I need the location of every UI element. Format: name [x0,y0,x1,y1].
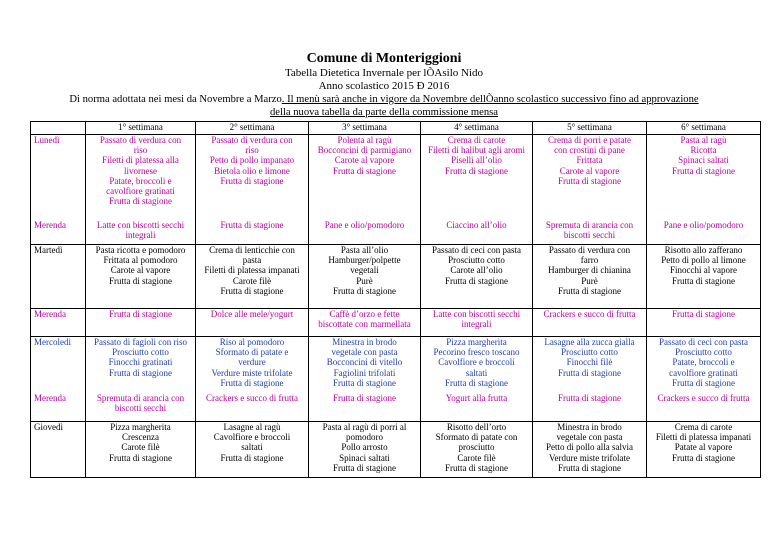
menu-item: Frutta di stagione [672,377,735,388]
menu-cell [86,220,196,245]
menu-item: Frutta di stagione [445,275,508,286]
menu-cell [86,135,196,220]
menu-cell [421,245,533,309]
menu-cell [86,245,196,309]
page-subtitle: Tabella Dietetica Invernale per lÕAsilo Nido [284,67,484,79]
menu-item: con crostini di pane [554,145,625,156]
menu-cell [196,393,309,422]
menu-item: Bocconcini di vitello [326,357,403,368]
menu-item: verdure [238,357,266,368]
day-label: Lunedì [31,135,86,220]
menu-item: Frutta di stagione [333,392,396,403]
menu-item: Crackers e succo di frutta [543,309,636,319]
menu-item: Crema di lenticchie con [209,245,295,255]
menu-cell [533,135,647,220]
menu-item: Frutta di stagione [558,367,621,378]
table-row [31,245,761,309]
menu-cell [647,245,761,309]
menu-item: Crema di porri e patate [548,135,631,145]
menu-table [30,121,761,478]
menu-item: livornese [124,165,157,176]
day-column-header [31,122,86,135]
table-row [31,135,761,220]
menu-cell [86,422,196,478]
menu-item: Patate, broccoli e [109,175,172,186]
day-label: Merenda [31,393,86,422]
menu-item: pomodoro [346,432,383,443]
menu-item: Frutta di stagione [333,285,396,296]
menu-cell [309,135,421,220]
menu-item: biscottate con marmellata [318,319,411,330]
menu-item: Fagiolini trifolati [333,367,396,378]
menu-item: Passato di verdura con [99,135,182,145]
menu-cell [421,422,533,478]
menu-item: Pane e olio/pomodoro [663,219,744,230]
menu-item: Carote al vapore [110,265,171,276]
table-row [31,393,761,422]
menu-item: Finocchi al vapore [670,265,737,276]
menu-item: Lasagne al ragù [223,422,281,432]
menu-item: Frutta di stagione [109,452,172,463]
menu-item: Dolce alle mele/yogurt [210,309,294,319]
menu-cell [647,135,761,220]
menu-item: Frutta di stagione [220,219,284,230]
menu-item: Pasta all’olio [340,245,389,255]
menu-item: Risotto allo zafferano [664,245,743,255]
menu-item: riso [133,145,148,156]
week-header: 6° settimana [647,122,761,135]
menu-item: Ciaccino all’olio [446,219,507,230]
menu-item: Frutta di stagione [333,462,396,473]
menu-cell [309,393,421,422]
menu-item: Pecorino fresco toscano [433,347,520,358]
menu-item: Crema di carote [447,135,506,145]
menu-cell [421,309,533,337]
menu-item: Frutta di stagione [109,196,172,207]
menu-item: Pasta ricotta e pomodoro [95,245,186,255]
week-header: 3° settimana [309,122,421,135]
menu-item: Hamburger di chianina [548,265,631,276]
menu-item: Yogurt alla frutta [445,392,508,403]
menu-item: Crackers e succo di frutta [206,392,298,403]
menu-item: Bocconcini di parmigiano [317,145,412,156]
menu-item: Purè [356,275,373,286]
menu-cell [533,309,647,337]
day-label: Giovedì [31,422,86,478]
menu-item: Minestra in brodo [332,337,397,347]
menu-item: biscotti secchi [563,229,616,240]
table-row [31,422,761,478]
menu-item: Passato di verdura con [548,245,631,255]
menu-item: Frutta di stagione [558,392,621,403]
menu-item: Cavolfiore e broccoli [213,432,291,443]
menu-item: Frittata al pomodoro [103,255,178,266]
menu-item: Minestra in brodo [557,422,622,432]
menu-item: Carote filè [121,442,160,453]
menu-cell [421,393,533,422]
menu-cell [309,309,421,337]
menu-cell [533,337,647,393]
menu-item: Crescenza [122,432,159,443]
menu-item: Hamburger/polpette [328,255,401,266]
menu-item: Frutta di stagione [109,275,172,286]
menu-cell [196,245,309,309]
menu-cell [647,422,761,478]
menu-item: Frutta di stagione [672,309,735,319]
menu-item: Carote al vapore [559,165,620,176]
menu-cell [647,309,761,337]
menu-item: Latte con biscotti secchi [96,219,185,230]
menu-cell [86,393,196,422]
menu-item: Crema di carote [674,422,733,432]
menu-item: Frutta di stagione [558,462,621,473]
page-title: Comune di Monteriggioni [306,51,462,66]
menu-item: Petto di pollo al limone [661,255,746,266]
menu-cell [421,337,533,393]
week-header-row [31,122,761,135]
menu-item: Petto di pollo alla salvia [546,442,633,453]
week-header: 1° settimana [86,122,196,135]
menu-item: Polenta al ragù [337,135,392,145]
menu-cell [647,393,761,422]
menu-item: Passato di verdura con [211,135,293,145]
menu-item: Verdure miste trifolate [549,452,630,463]
menu-item: Spinaci saltati [339,452,390,463]
menu-item: Pizza margherita [446,337,507,347]
menu-item: Pasta al ragù di porri al [322,422,407,432]
menu-item: Filetti di halibut agli aromi [428,145,525,156]
menu-cell [421,135,533,220]
menu-item: Frutta di stagione [445,462,508,473]
menu-item: farro [580,255,599,266]
table-row [31,309,761,337]
menu-item: Sformato di patate e [215,347,289,358]
menu-item: Patate al vapore [674,442,733,453]
menu-item: Passato di fagioli con riso [94,337,187,347]
menu-item: Prosciutto cotto [112,347,169,358]
week-header: 4° settimana [421,122,533,135]
menu-item: Spinaci saltati [678,155,729,166]
menu-cell [196,422,309,478]
menu-item: vegetali [350,265,379,276]
week-header: 2° settimana [196,122,309,135]
menu-item: Passato di ceci con pasta [432,245,521,255]
menu-item: Carote all’olio [450,265,503,276]
menu-item: Petto di pollo impanato [209,155,295,166]
menu-item: prosciutto [458,442,495,453]
menu-item: Piselli all’olio [451,155,502,166]
menu-item: Crackers e succo di frutta [657,392,750,403]
menu-item: vegetale con pasta [331,347,398,358]
menu-item: Finocchi filè [566,357,613,368]
menu-item: Frutta di stagione [558,285,621,296]
menu-item: integrali [125,229,156,240]
menu-item: Ricotta [690,145,717,156]
menu-item: Finocchi gratinati [108,357,173,368]
menu-item: Bietola olio e limone [214,165,290,176]
menu-item: Pizza margherita [110,422,171,432]
menu-item: Patate, broccoli e [672,357,735,368]
day-label: Merenda [31,309,86,337]
menu-item: Frutta di stagione [672,165,735,176]
week-header: 5° settimana [533,122,647,135]
menu-item: Frutta di stagione [109,309,172,319]
day-label: Merenda [31,220,86,245]
menu-cell [533,422,647,478]
menu-cell [196,309,309,337]
menu-cell [196,220,309,245]
menu-item: Frutta di stagione [220,175,284,186]
menu-item: Lasagne alla zucca gialla [544,337,635,347]
menu-cell [309,220,421,245]
menu-cell [86,309,196,337]
menu-cell [533,220,647,245]
menu-item: Cavolfiore e broccoli [438,357,515,368]
menu-item: Latte con biscotti secchi [432,309,521,319]
menu-item: Frutta di stagione [445,377,508,388]
menu-item: Caffè d’orzo e fette [329,309,400,319]
menu-cell [86,337,196,393]
table-row [31,337,761,393]
menu-cell [309,337,421,393]
menu-item: saltati [465,367,488,378]
menu-item: Prosciutto cotto [561,347,618,358]
menu-cell [309,245,421,309]
menu-item: Passato di ceci con pasta [659,337,748,347]
adoption-note: Di norma adottata nei mesi da Novembre a Marzo. Il menù sarà anche in vigore da Novembre dellÕanno scolastico successivo fino ad approvazione [69,94,699,105]
menu-item: Carote filè [232,275,272,286]
menu-item: biscotti secchi [114,402,167,413]
day-label: Martedì [31,245,86,309]
menu-item: cavolfiore gratinati [669,367,738,378]
menu-item: Frutta di stagione [333,165,396,176]
menu-item: Prosciutto cotto [675,347,732,358]
menu-item: cavolfiore gratinati [106,186,175,197]
menu-item: Risotto dell’orto [446,422,507,432]
menu-item: pasta [242,255,262,266]
menu-item: Frittata [576,155,603,166]
menu-cell [647,220,761,245]
menu-cell [309,422,421,478]
menu-item: Frutta di stagione [672,452,735,463]
menu-item: Filetti di platessa impanati [655,432,752,443]
menu-item: Frutta di stagione [445,165,508,176]
adoption-note-line2: della nuova tabella da parte della commissione mensa [270,107,498,118]
menu-cell [196,135,309,220]
school-year: Anno scolastico 2015 Ð 2016 [318,80,450,92]
document-header [0,50,768,119]
menu-item: Frutta di stagione [220,377,284,388]
menu-item: Pasta al ragù [680,135,727,145]
menu-item: Spremuta di arancia con [96,392,185,403]
menu-item: Filetti di platessa impanati [204,265,300,276]
menu-item: Pane e olio/pomodoro [324,219,405,230]
menu-item: Verdure miste trifolate [211,367,293,378]
menu-item: Frutta di stagione [333,377,396,388]
menu-cell [421,220,533,245]
menu-item: integrali [461,319,492,330]
menu-item: Frutta di stagione [109,367,172,378]
menu-cell [196,337,309,393]
menu-item: saltati [241,442,263,453]
table-row [31,220,761,245]
menu-item: Carote al vapore [334,155,395,166]
menu-item: Filetti di platessa alla [102,155,179,166]
day-label: Mercoledì [31,337,86,393]
menu-item: Prosciutto cotto [448,255,505,266]
menu-item: Riso al pomodoro [219,337,285,347]
menu-item: riso [245,145,259,156]
menu-item: Frutta di stagione [672,275,735,286]
menu-item: Sformato di patate con [435,432,518,443]
menu-item: Pollo arrosto [341,442,388,453]
menu-item: Purè [581,275,598,286]
menu-cell [647,337,761,393]
menu-item: Carote filè [457,452,496,463]
menu-item: vegetale con pasta [556,432,623,443]
menu-item: Frutta di stagione [220,452,284,463]
menu-item: Spremuta di arancia con [545,219,634,230]
menu-item: Frutta di stagione [220,285,284,296]
menu-cell [533,393,647,422]
menu-item: Frutta di stagione [558,175,621,186]
menu-cell [533,245,647,309]
